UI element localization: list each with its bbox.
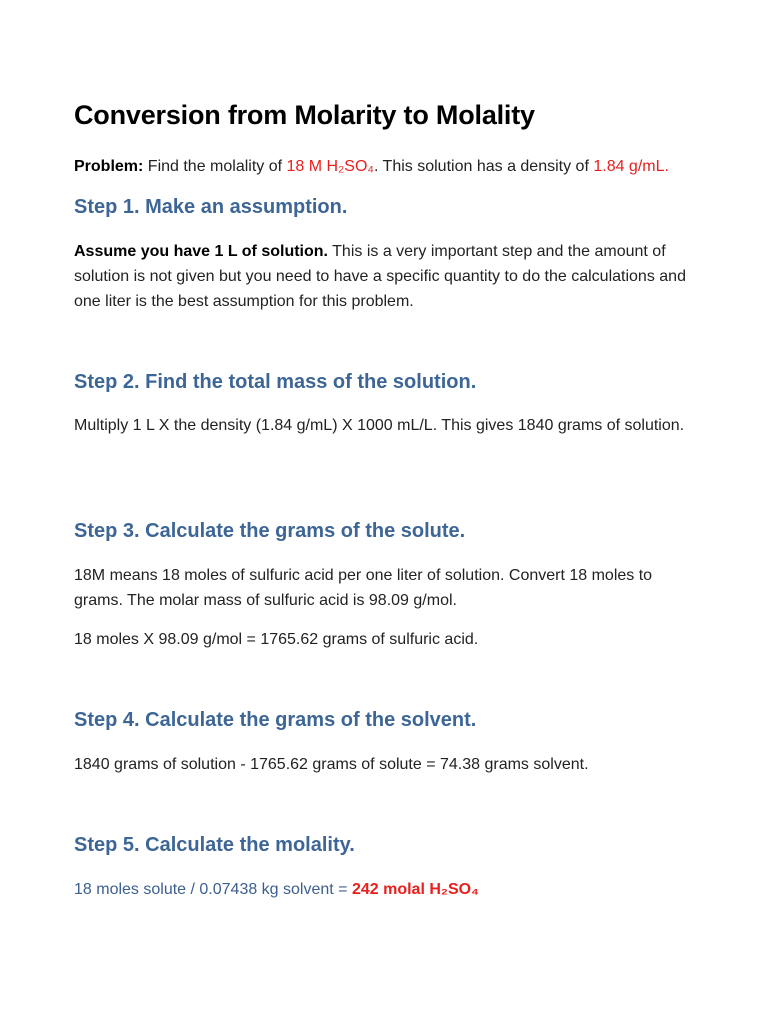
step-1-text: This is a very important step and the amount of solution is not given but you need to have a specific quantity to do the calculations and one liter is the best assumption for this problem.	[74, 243, 686, 310]
problem-text-middle: . This solution has a density of	[373, 158, 594, 175]
step-2-heading: Step 2. Find the total mass of the solution.	[74, 371, 477, 393]
problem-density: 1.84 g/mL	[593, 158, 665, 175]
problem-label: Problem:	[74, 158, 144, 175]
step-3-body: 18M means 18 moles of sulfuric acid per one liter of solution. Convert 18 moles to grams. The molar mass of sulfuric acid is 98.09 g/mol.	[74, 567, 653, 609]
step-2-body: Multiply 1 L X the density (1.84 g/mL) X 1000 mL/L. This gives 1840 grams of solution.	[74, 417, 685, 434]
problem-statement	[74, 154, 704, 179]
step-1-body	[74, 239, 704, 314]
final-answer: 242 molal H₂SO₄	[351, 881, 479, 898]
step-4-body: 1840 grams of solution - 1765.62 grams of solute = 74.38 grams solvent.	[74, 756, 589, 773]
step-1-heading: Step 1. Make an assumption.	[74, 196, 348, 218]
step-3-calculation: 18 moles X 98.09 g/mol = 1765.62 grams of sulfuric acid.	[74, 631, 479, 648]
step-3-heading: Step 3. Calculate the grams of the solute.	[74, 520, 466, 542]
step-1-lead: Assume you have 1 L of solution.	[74, 243, 328, 260]
step-5-heading: Step 5. Calculate the molality.	[74, 834, 355, 856]
problem-concentration: 18 M H₂SO₄	[286, 158, 374, 175]
problem-text-end: .	[664, 158, 669, 175]
problem-text-before: Find the molality of	[143, 158, 287, 175]
step-5-calculation	[74, 877, 704, 902]
step-4-heading: Step 4. Calculate the grams of the solvent.	[74, 709, 477, 731]
page-title: Conversion from Molarity to Molality	[74, 100, 535, 130]
step-5-calc-prefix: 18 moles solute / 0.07438 kg solvent =	[74, 881, 352, 898]
